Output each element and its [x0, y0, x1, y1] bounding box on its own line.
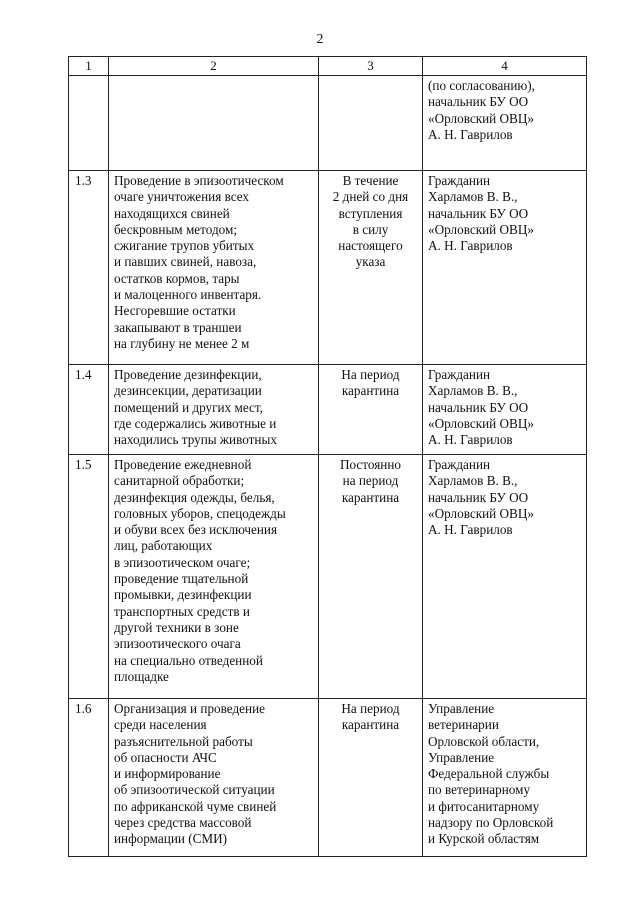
table-row — [69, 699, 587, 857]
responsible-line: Управление — [428, 749, 495, 765]
table-header-row — [69, 57, 587, 76]
responsible-line: Управление — [428, 701, 495, 716]
responsible-line: Орловской области, — [428, 733, 540, 749]
term-line: На период — [341, 701, 400, 716]
table-row — [69, 365, 587, 455]
measure-line: закапывают в траншеи — [114, 319, 242, 335]
header-cell: 2 — [109, 57, 319, 76]
responsible-line: Федеральной службы — [428, 766, 550, 782]
measure-line: Проведение ежедневной — [114, 457, 252, 472]
row-number-cell: 1.4 — [69, 365, 109, 455]
responsible-line: Харламов В. В., — [428, 383, 518, 399]
measure-line: помещений и других мест, — [114, 399, 263, 415]
measure-line: и информирование — [114, 766, 221, 782]
table-row — [69, 171, 587, 365]
measure-line: через средства массовой — [114, 815, 252, 831]
table-row — [69, 76, 587, 171]
measure-line: эпизоотического очага — [114, 636, 241, 652]
responsible-cell — [423, 365, 587, 455]
measure-line: на специально отведенной — [114, 652, 263, 668]
term-cell — [319, 76, 423, 171]
row-number-cell: 1.6 — [69, 699, 109, 857]
responsible-line: А. Н. Гаврилов — [428, 522, 513, 538]
measure-line: информации (СМИ) — [114, 831, 228, 847]
term-line: карантина — [341, 489, 400, 505]
measure-line: другой техники в зоне — [114, 619, 239, 635]
responsible-cell — [423, 76, 587, 171]
term-line: Постоянно — [339, 457, 401, 472]
responsible-cell — [423, 455, 587, 699]
measure-cell — [109, 699, 319, 857]
measure-line: и павших свиней, навоза, — [114, 254, 257, 270]
measure-line: головных уборов, спецодежды — [114, 505, 286, 521]
measure-line: и малоценного инвентаря. — [114, 287, 262, 303]
measure-line: площадке — [114, 668, 169, 684]
measure-cell — [109, 76, 319, 171]
measure-line: лиц, работающих — [114, 538, 213, 554]
measure-line: дезинфекция одежды, белья, — [114, 489, 275, 505]
measure-line: находящихся свиней — [114, 205, 230, 221]
responsible-line: А. Н. Гаврилов — [428, 238, 513, 254]
term-cell — [319, 699, 423, 857]
term-line: вступления — [338, 205, 403, 221]
responsible-line: А. Н. Гаврилов — [428, 126, 513, 142]
responsible-line: ветеринарии — [428, 717, 499, 733]
measures-table — [68, 56, 587, 857]
term-line: На период — [341, 367, 400, 382]
row-number-cell: 1.3 — [69, 171, 109, 365]
measure-line: промывки, дезинфекции — [114, 587, 252, 603]
measure-line: проведение тщательной — [114, 571, 249, 587]
measure-line: Несгоревшие остатки — [114, 303, 236, 319]
table-row — [69, 455, 587, 699]
header-cell: 4 — [423, 57, 587, 76]
responsible-line: Харламов В. В., — [428, 473, 518, 489]
term-cell — [319, 455, 423, 699]
measure-cell — [109, 171, 319, 365]
responsible-line: надзору по Орловской — [428, 815, 554, 831]
measure-line: об опасности АЧС — [114, 749, 217, 765]
term-line: указа — [355, 254, 386, 270]
term-line: 2 дней со дня — [332, 189, 409, 205]
responsible-line: Гражданин — [428, 457, 491, 472]
responsible-cell — [423, 171, 587, 365]
measure-line: бескровным методом; — [114, 221, 238, 237]
row-number-cell — [69, 76, 109, 171]
responsible-line: начальник БУ ОО — [428, 205, 529, 221]
measure-line: остатков кормов, тары — [114, 270, 240, 286]
responsible-cell — [423, 699, 587, 857]
measure-line: транспортных средств и — [114, 603, 250, 619]
header-cell: 3 — [319, 57, 423, 76]
term-line: на период — [342, 473, 399, 489]
measure-line: очаге уничтожения всех — [114, 189, 250, 205]
measure-line: по африканской чуме свиней — [114, 798, 277, 814]
measure-cell — [109, 365, 319, 455]
responsible-line: и фитосанитарному — [428, 798, 540, 814]
measure-line: санитарной обработки; — [114, 473, 245, 489]
responsible-line: «Орловский ОВЦ» — [428, 415, 534, 431]
term-line: карантина — [341, 717, 400, 733]
term-cell — [319, 171, 423, 365]
term-cell — [319, 365, 423, 455]
measure-line: разъяснительной работы — [114, 733, 253, 749]
responsible-line: «Орловский ОВЦ» — [428, 221, 534, 237]
measure-line: об эпизоотической ситуации — [114, 782, 275, 798]
responsible-line: по ветеринарному — [428, 782, 531, 798]
measure-line: где содержались животные и — [114, 415, 277, 431]
term-line: в силу — [352, 221, 389, 237]
measure-line: и обуви всех без исключения — [114, 522, 278, 538]
responsible-line: «Орловский ОВЦ» — [428, 505, 534, 521]
term-line: В течение — [342, 173, 399, 188]
measure-line: Организация и проведение — [114, 701, 265, 716]
measure-line: дезинсекции, дератизации — [114, 383, 262, 399]
measure-line: находились трупы животных — [114, 432, 277, 448]
row-number-cell: 1.5 — [69, 455, 109, 699]
responsible-line: и Курской областям — [428, 831, 540, 847]
responsible-line: (по согласованию), — [428, 78, 535, 93]
measure-cell — [109, 455, 319, 699]
page-number: 2 — [316, 32, 324, 47]
responsible-line: начальник БУ ОО — [428, 489, 529, 505]
responsible-line: Гражданин — [428, 367, 491, 382]
responsible-line: Харламов В. В., — [428, 189, 518, 205]
measure-line: среди населения — [114, 717, 207, 733]
measure-line: сжигание трупов убитых — [114, 238, 255, 254]
term-line: карантина — [341, 383, 400, 399]
responsible-line: начальник БУ ОО — [428, 399, 529, 415]
measure-line: Проведение дезинфекции, — [114, 367, 262, 382]
responsible-line: А. Н. Гаврилов — [428, 432, 513, 448]
responsible-line: «Орловский ОВЦ» — [428, 110, 534, 126]
measure-line: в эпизоотическом очаге; — [114, 554, 251, 570]
responsible-line: начальник БУ ОО — [428, 94, 529, 110]
term-line: настоящего — [338, 238, 403, 254]
responsible-line: Гражданин — [428, 173, 491, 188]
measure-line: на глубину не менее 2 м — [114, 335, 250, 351]
header-cell: 1 — [69, 57, 109, 76]
measure-line: Проведение в эпизоотическом — [114, 173, 284, 188]
